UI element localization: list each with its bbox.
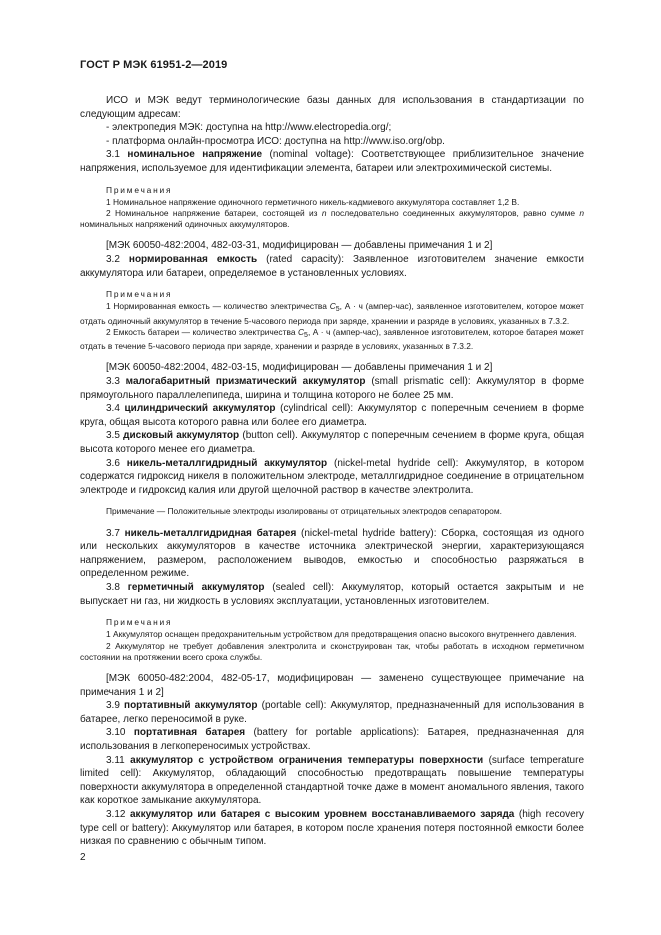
clause-number: 3.1 xyxy=(106,149,120,161)
term: нормированная емкость xyxy=(128,254,258,266)
definition-3-3: 3.3 малогабаритный призматический аккумулятор (small prismatic cell): Аккумулятор в форме прямоугольного параллелепипеда, ширина и толщина которого не более 25 мм. xyxy=(80,376,585,401)
definition-3-2 xyxy=(80,253,584,280)
definition-3-4: 3.4 цилиндрический аккумулятор (cylindrical cell): Аккумулятор с поперечным сечением в форме круга, общая высота которого равна или более его диаметра. xyxy=(80,403,585,428)
definition-3-5: 3.5 дисковый аккумулятор (button cell). Аккумулятор с поперечным сечением в форме круга, общая высота которого менее его диаметра. xyxy=(80,430,584,455)
intro-list-item: - электропедия МЭК: доступна на http://www.electropedia.org/; xyxy=(106,122,392,134)
note: 1 Номинальное напряжение одиночного герметичного никель-кадмиевого аккумулятора составляет 1,2 В. xyxy=(106,196,520,207)
definition-3-12: 3.12 аккумулятор или батарея с высоким уровнем восстанавливаемого заряда (high recovery type cell or battery): Аккумулятор или батарея, в котором после хранения потеря постоянной емкости более низкая по сравнению с обычным типом. xyxy=(80,809,584,848)
intro-paragraph: ИСО и МЭК ведут терминологические базы данных для использования в стандартизации по следующим адресам: xyxy=(80,95,584,120)
notes-heading: Примечания xyxy=(106,289,173,300)
notes-heading: Примечания xyxy=(106,184,173,195)
definition-3-8: 3.8 герметичный аккумулятор (sealed cell): Аккумулятор, который остается закрытым и не выпускает ни газ, ни жидкость в условиях эксплуатации, установленных изготовителем. xyxy=(80,582,584,607)
document-header: ГОСТ Р МЭК 61951-2—2019 xyxy=(80,59,228,71)
notes-heading: Примечания xyxy=(106,617,173,628)
source-reference: [МЭК 60050-482:2004, 482-03-31, модифицирован — добавлены примечания 1 и 2] xyxy=(106,240,493,252)
intro-list-item: - платформа онлайн-просмотра ИСО: доступна на http://www.iso.org/obp. xyxy=(106,135,445,147)
source-reference: [МЭК 60050-482:2004, 482-03-15, модифицирован — добавлены примечания 1 и 2] xyxy=(106,362,493,374)
definition-3-10: 3.10 портативная батарея (battery for portable applications): Батарея, предназначенная для использования в легкопереносимых устройствах. xyxy=(80,727,585,753)
definition-3-7: 3.7 никель-металлгидридная батарея (nickel-metal hydride battery): Сборка, состоящая из одного или нескольких аккумуляторов в качестве источника электрической энергии, характеризующаяся напряжением, размером, расположением выводов, емкостью и способностью разряжаться в определенном режиме. xyxy=(80,527,585,580)
definition-text: (rated capacity): Заявленное изготовителем значение емкости аккумулятора или батареи, определяемое в установленных условиях. xyxy=(80,254,585,279)
definition-3-1 xyxy=(80,148,584,175)
note: Примечание — Положительные электроды изолированы от отрицательных электродов сепаратором. xyxy=(106,506,502,517)
clause-number: 3.2 xyxy=(106,254,120,266)
definition-3-9: 3.9 портативный аккумулятор (portable cell): Аккумулятор, предназначенный для использования в батарее, легко переносимой в руке. xyxy=(80,700,585,725)
note: 1 Аккумулятор оснащен предохранительным устройством для предотвращения опасно высокого внутреннего давления. xyxy=(106,629,577,640)
note: 1 Нормированная емкость — количество электричества $C_5$, А · ч (ампер-час), заявленное изготовителем, которое может отдать одиночный аккумулятор в течение 5-часового периода при заряде, хранении и разряде в условиях, указанных в 7.3.2. xyxy=(80,301,585,326)
definition-3-11: 3.11 аккумулятор с устройством ограничения температуры поверхности (surface temperature limited cell): Аккумулятор, обладающий способностью предотвращать повышение температуры поверхности аккумулятора в определенной стандартной точке даже в момент аномального явления, такого как короткое замыкание аккумулятора. xyxy=(80,754,585,807)
definition-text: (nominal voltage): Соответствующее приблизительное значение напряжения, используемое для идентификации элемента, батареи или электрохимической системы. xyxy=(80,149,585,174)
note: 2 Номинальное напряжение батареи, состоящей из n последовательно соединенных аккумуляторов, равно сумме n номинальных напряжений одиночных аккумуляторов. xyxy=(80,207,585,230)
definition-3-6: 3.6 никель-металлгидридный аккумулятор (nickel-metal hydride cell): Аккумулятор, в котором содержатся гидроксид никеля в положительном электроде, металлгидридное соединение в отрицательном электроде и гидроксид калия или другой щелочной раствор в качестве электролита. xyxy=(80,457,585,496)
term: номинальное напряжение xyxy=(127,149,263,161)
source-reference: [МЭК 60050-482:2004, 482-05-17, модифицирован — заменено существующее примечание на примечания 1 и 2] xyxy=(80,673,584,698)
note: 2 Аккумулятор не требует добавления электролита и сконструирован так, чтобы работать в исходном герметичном состоянии на протяжении всего срока службы. xyxy=(80,640,584,662)
page-number: 2 xyxy=(80,852,86,863)
note: 2 Емкость батареи — количество электричества $C_5$, А · ч (ампер-час), заявленное изготовителем, которое батарея может отдать в течение 5-часового периода при заряде, хранении и разряде в условиях, указанных в 7.3.2. xyxy=(80,326,585,352)
page-body xyxy=(80,94,584,849)
